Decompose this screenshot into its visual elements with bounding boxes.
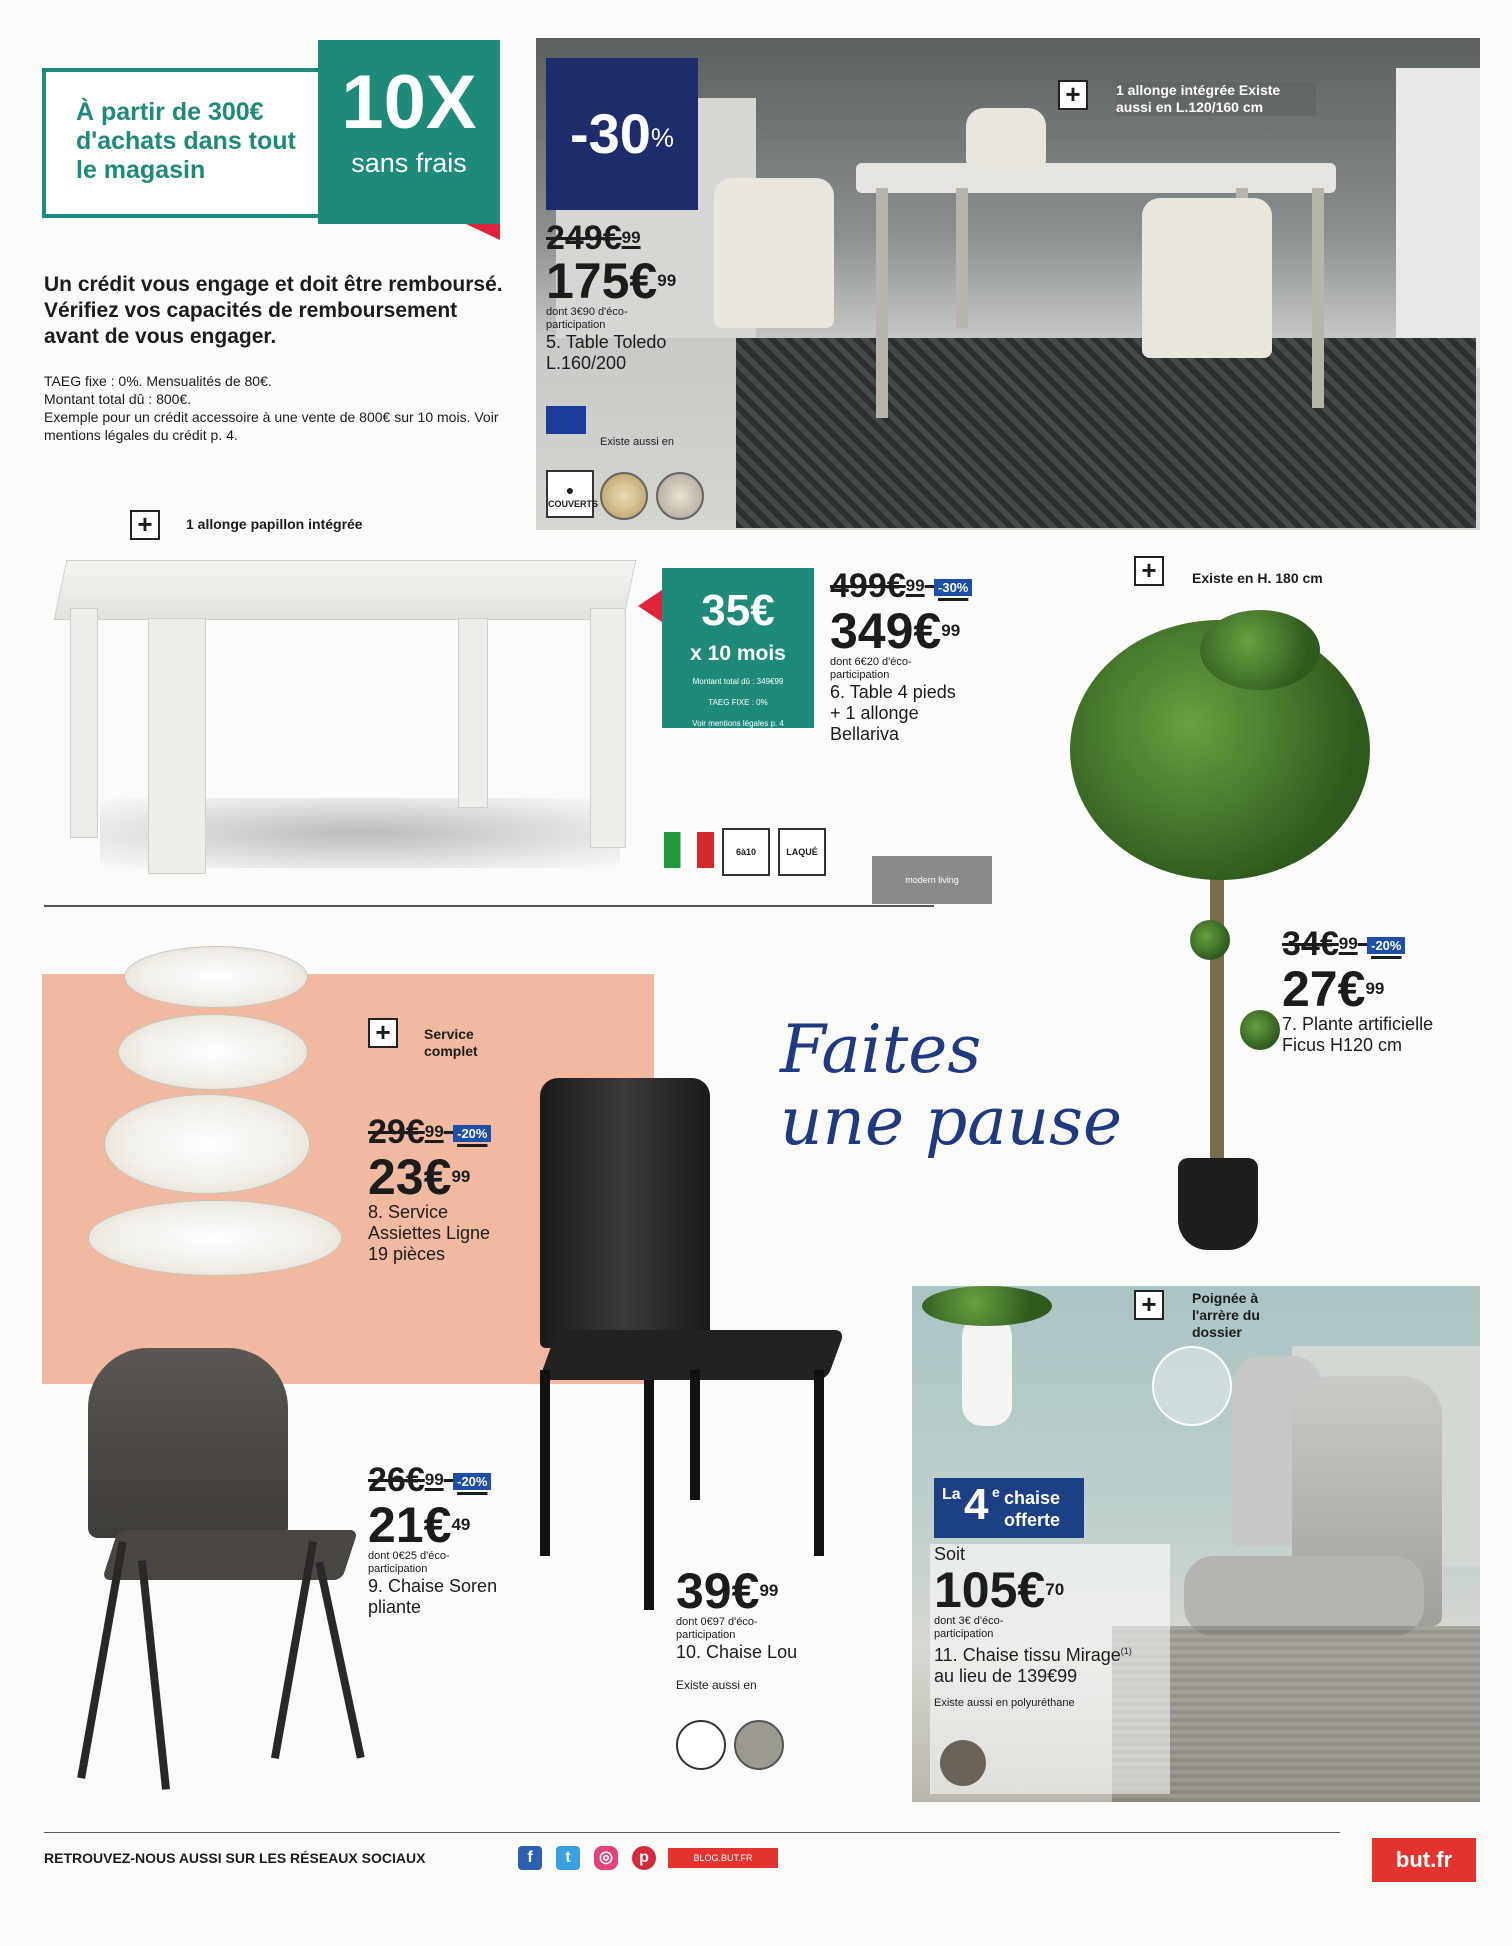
payment-fine-3: Voir mentions légales p. 4 xyxy=(692,719,784,728)
price-block-p9 xyxy=(368,1462,568,1618)
discount-percent: % xyxy=(650,122,675,153)
chaise-soren-image xyxy=(88,1348,288,1538)
info-text-p7: Existe en H. 180 cm xyxy=(1192,570,1323,586)
eco-participation: dont 0€97 d'éco-participation xyxy=(676,1616,758,1641)
credit-legal-line1: TAEG fixe : 0%. Mensualités de 80€. xyxy=(44,373,272,389)
price-value: 27€ xyxy=(1282,961,1366,1018)
discount-badge: -30% xyxy=(934,579,972,596)
eco-participation: dont 0€25 d'éco-participation xyxy=(368,1550,450,1576)
swatch-taupe[interactable] xyxy=(940,1740,986,1786)
new-price xyxy=(368,1497,568,1554)
plant-leaf xyxy=(1190,920,1230,960)
table-leg xyxy=(956,188,968,328)
instagram-icon[interactable]: ◎ xyxy=(594,1846,618,1870)
old-price-value: 499€ xyxy=(830,567,906,605)
badge-line2: offerte xyxy=(1004,1510,1061,1530)
soit-label: Soit xyxy=(934,1544,966,1564)
badge-number: 4 xyxy=(964,1480,989,1529)
monthly-payment-box xyxy=(662,568,814,728)
info-text-p8: Service complet xyxy=(424,1026,478,1059)
headline-line1: Faites xyxy=(780,1011,982,1088)
new-price xyxy=(930,1562,1170,1618)
table-leg xyxy=(148,618,206,874)
price-block-p10 xyxy=(676,1563,836,1692)
couverts-6-10-logo: 6à10 xyxy=(722,828,770,876)
credit-legal xyxy=(44,372,514,444)
credit-legal-line3: Exemple pour un crédit accessoire à une vente de 800€ sur 10 mois. Voir mentions légales du crédit p. 4. xyxy=(44,409,499,443)
old-price-value: 249€ xyxy=(546,219,622,257)
badge-line1: chaise xyxy=(1004,1488,1061,1508)
laque-logo: LAQUÉ xyxy=(778,828,826,876)
eco-participation: dont 3€ d'éco-participation xyxy=(934,1615,1004,1640)
payment-fine-1: Montant total dû : 349€99 xyxy=(692,677,784,686)
chair-leg xyxy=(814,1370,824,1556)
chair-leg xyxy=(138,1560,170,1790)
price-block-p11 xyxy=(930,1544,1170,1794)
new-price xyxy=(368,1149,558,1206)
credit-offer-box xyxy=(42,68,324,218)
price-value: 105€ xyxy=(934,1562,1046,1618)
price-cents: 99 xyxy=(1365,979,1385,999)
info-text-p11: Poignée à l'arrère du dossier xyxy=(1192,1290,1260,1340)
price-cents: 99 xyxy=(759,1581,779,1600)
white-chair xyxy=(714,178,834,328)
product-name-l1: 6. Table 4 pieds xyxy=(830,682,956,703)
price-cents: 99 xyxy=(941,621,961,641)
italy-flag-icon xyxy=(664,832,714,868)
old-price xyxy=(830,568,1010,606)
old-price-value: 34€ xyxy=(1282,925,1339,963)
eco-participation: dont 6€20 d'éco-participation xyxy=(830,656,912,682)
info-text-p5: 1 allonge intégrée Existe aussi en L.120/160 cm xyxy=(1116,82,1316,116)
product-name-l1: 9. Chaise Soren xyxy=(368,1576,498,1597)
vase-foliage xyxy=(922,1286,1052,1326)
product-name-l2: Assiettes Ligne xyxy=(368,1223,491,1244)
plate-image xyxy=(124,946,308,1008)
payment-months: x 10 mois xyxy=(690,642,786,665)
discount-badge: -20% xyxy=(453,1473,491,1490)
price-cents: 70 xyxy=(1045,1580,1065,1599)
grey-chair-seat xyxy=(1184,1556,1424,1636)
product-name-l1: 8. Service xyxy=(368,1202,449,1223)
info-plus-icon: + xyxy=(1058,80,1088,110)
table-leg xyxy=(70,608,98,838)
credit-offer-text: À partir de 300€ d'achats dans tout le magasin xyxy=(76,98,296,184)
discount-value: -30 xyxy=(569,102,651,165)
section-divider xyxy=(44,905,934,907)
info-plus-icon: + xyxy=(130,510,160,540)
old-price xyxy=(1282,926,1482,964)
headline xyxy=(780,1011,1123,1160)
new-price xyxy=(1282,961,1482,1018)
price-value: 349€ xyxy=(830,603,942,660)
plant-pot xyxy=(1178,1158,1258,1250)
chair-leg xyxy=(315,1561,364,1758)
info-plus-icon: + xyxy=(1134,1290,1164,1320)
old-price-value: 29€ xyxy=(368,1113,425,1151)
footer-social-text: RETROUVEZ-NOUS AUSSI SUR LES RÉSEAUX SOCIAUX xyxy=(44,1850,426,1866)
chair-leg xyxy=(644,1380,654,1610)
plant-foliage xyxy=(1200,610,1320,690)
instead-price: au lieu de 139€99 xyxy=(934,1666,1078,1686)
eu-flag-icon xyxy=(546,406,586,434)
discount-badge-30 xyxy=(546,58,698,210)
new-price xyxy=(830,603,1010,660)
info-text-p6: 1 allonge papillon intégrée xyxy=(186,516,363,532)
new-price xyxy=(676,1563,836,1619)
swatch-grey[interactable] xyxy=(734,1720,784,1770)
old-price-cents: 99 xyxy=(424,1470,444,1489)
but-fr-logo[interactable]: but.fr xyxy=(1372,1838,1476,1882)
table-leg xyxy=(1312,188,1324,408)
plant-trunk xyxy=(1210,860,1224,1160)
product-name xyxy=(930,1641,1230,1666)
table-top xyxy=(54,560,637,620)
white-chair xyxy=(966,108,1046,168)
old-price xyxy=(546,220,706,256)
product-name-l2: Ficus H120 cm xyxy=(1282,1035,1403,1056)
credit-warning: Un crédit vous engage et doit être remboursé. Vérifiez vos capacités de remboursement avant de vous engager. xyxy=(44,273,503,348)
table-leg xyxy=(590,608,626,848)
table-leg xyxy=(458,618,488,808)
price-block-p6 xyxy=(830,568,1010,745)
info-plus-icon: + xyxy=(1134,556,1164,586)
patterned-rug xyxy=(736,338,1476,528)
bellariva-table-image xyxy=(60,548,630,878)
plate-image xyxy=(88,1200,342,1276)
fourth-chair-offer-badge xyxy=(934,1478,1084,1538)
chaise-lou-image xyxy=(540,1078,710,1348)
existe-aussi-p5: Existe aussi en xyxy=(600,436,674,448)
toledo-table-top xyxy=(856,163,1336,193)
handle-detail-icon xyxy=(1152,1346,1232,1426)
product-name-l1: 7. Plante artificielle xyxy=(1282,1014,1434,1035)
discount-badge: -20% xyxy=(1367,937,1405,954)
price-value: 175€ xyxy=(546,253,658,309)
plant-leaf xyxy=(1240,1010,1280,1050)
credit-10x-badge xyxy=(318,40,500,224)
info-plus-icon: + xyxy=(368,1018,398,1048)
price-value: 21€ xyxy=(368,1497,452,1554)
credit-10x-label: 10X xyxy=(341,60,477,145)
white-cabinet xyxy=(1396,68,1480,368)
old-price xyxy=(368,1462,568,1500)
blog-link[interactable]: BLOG.BUT.FR xyxy=(668,1848,778,1868)
pinterest-icon[interactable]: p xyxy=(632,1846,656,1870)
price-block-p5 xyxy=(546,220,706,374)
table-leg xyxy=(876,188,888,418)
eco-participation: dont 3€90 d'éco-participation xyxy=(546,306,628,331)
product-dims: L.160/200 xyxy=(546,353,627,373)
product-name: 10. Chaise Lou xyxy=(676,1642,798,1662)
headline-line2: une pause xyxy=(780,1083,1123,1160)
price-value: 39€ xyxy=(676,1563,760,1619)
bowl-image xyxy=(104,1094,310,1194)
facebook-icon[interactable]: f xyxy=(518,1846,542,1870)
product-name: 5. Table Toledo xyxy=(546,332,667,352)
old-price xyxy=(368,1114,558,1152)
discount-badge: -20% xyxy=(453,1125,491,1142)
product-name-text: 11. Chaise tissu Mirage xyxy=(934,1645,1121,1665)
existe-aussi-p11: Existe aussi en polyuréthane xyxy=(934,1697,1075,1709)
pay-corner-decoration xyxy=(638,590,662,622)
badge-la: La xyxy=(942,1486,961,1503)
price-block-p7 xyxy=(1282,926,1482,1056)
credit-corner-decoration xyxy=(466,224,500,240)
product-name-l3: 19 pièces xyxy=(368,1244,446,1265)
chair-leg xyxy=(690,1370,700,1500)
couverts-logo: ● COUVERTS xyxy=(546,470,594,518)
white-chair xyxy=(1142,198,1272,358)
credit-sans-frais: sans frais xyxy=(351,148,467,178)
badge-ordinal: e xyxy=(992,1484,1000,1500)
chair-leg xyxy=(77,1541,127,1779)
new-price xyxy=(546,253,706,309)
old-price-cents: 99 xyxy=(621,228,641,247)
old-price-cents: 99 xyxy=(1338,934,1358,953)
old-price-cents: 99 xyxy=(905,576,925,595)
price-cents: 99 xyxy=(657,271,677,290)
product-name-l2: + 1 allonge xyxy=(830,703,919,724)
price-cents: 49 xyxy=(451,1515,471,1535)
plate-image xyxy=(118,1014,308,1090)
price-cents: 99 xyxy=(451,1167,471,1187)
credit-legal-line2: Montant total dû : 800€. xyxy=(44,391,192,407)
product-name-l2: pliante xyxy=(368,1597,422,1618)
old-price-cents: 99 xyxy=(424,1122,444,1141)
footnote-ref: (1) xyxy=(1120,1646,1132,1656)
payment-fine-2: TAEG FIXE : 0% xyxy=(708,698,768,707)
old-price-value: 26€ xyxy=(368,1461,425,1499)
swatch-white[interactable] xyxy=(676,1720,726,1770)
existe-aussi-p10: Existe aussi en xyxy=(676,1678,757,1692)
price-block-p8 xyxy=(368,1114,558,1265)
product-name-l3: Bellariva xyxy=(830,724,900,745)
price-value: 23€ xyxy=(368,1149,452,1206)
swatch-oak[interactable] xyxy=(600,472,648,520)
payment-amount: 35€ xyxy=(701,586,775,635)
swatch-light[interactable] xyxy=(656,472,704,520)
modern-living-logo: modern living xyxy=(872,856,992,904)
couverts-label: COUVERTS xyxy=(548,499,599,509)
vase xyxy=(962,1316,1012,1426)
footer-divider xyxy=(44,1832,1340,1833)
twitter-icon[interactable]: t xyxy=(556,1846,580,1870)
